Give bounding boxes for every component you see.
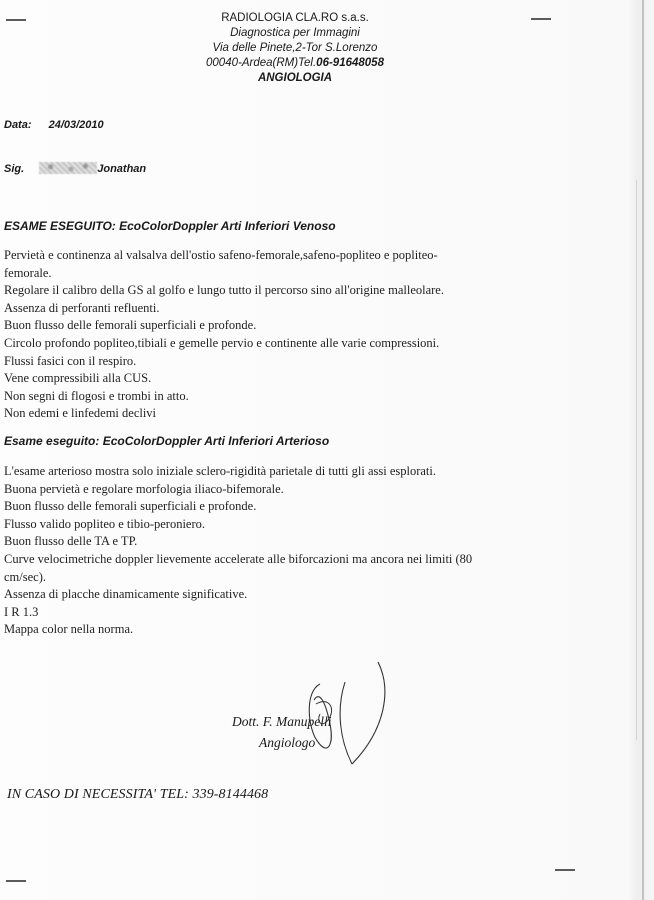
- finding-line: Regolare il calibro della GS al golfo e lungo tutto il percorso sino all'origine malleolare.: [4, 283, 444, 298]
- date-label: Data:: [4, 119, 32, 131]
- finding-line: L'esame arterioso mostra solo iniziale sclero-rigidità parietale di tutti gli assi esplorati.: [4, 464, 436, 478]
- punch-mark: [555, 869, 575, 871]
- finding-line: Buona pervietà e regolare morfologia iliaco-bifemorale.: [4, 481, 284, 496]
- venous-exam-title: ESAME ESEGUITO: EcoColorDoppler Arti Inferiori Venoso: [4, 219, 336, 233]
- punch-mark: [531, 18, 551, 20]
- page-edge-shadow: [642, 0, 644, 900]
- finding-line: Non edemi e linfedemi declivi: [4, 406, 157, 421]
- venous-findings: [4, 247, 564, 423]
- finding-line: femorale.: [4, 265, 52, 280]
- finding-line: Assenza di placche dinamicamente significative.: [4, 587, 248, 602]
- arterial-findings: [4, 463, 564, 639]
- date-row: [4, 119, 104, 131]
- page-edge-line: [636, 180, 637, 740]
- patient-label: Sig.: [4, 163, 25, 175]
- patient-name: Jonathan: [97, 163, 147, 175]
- finding-line: Pervietà e continenza al valsalva dell'ostio safeno-femorale,safeno-popliteo e popliteo-: [4, 248, 438, 262]
- patient-row: [4, 162, 146, 175]
- clinic-address: Via delle Pinete,2-Tor S.Lorenzo: [212, 42, 378, 54]
- clinic-subtitle: Diagnostica per Immagini: [230, 27, 360, 39]
- emergency-contact: IN CASO DI NECESSITA' TEL: 339-8144468: [7, 787, 269, 802]
- finding-line: Vene compressibili alla CUS.: [4, 371, 152, 386]
- finding-line: Mappa color nella norma.: [4, 622, 134, 637]
- signer-role: Angiologo: [259, 735, 316, 750]
- letterhead: [150, 11, 440, 86]
- punch-mark: [6, 19, 26, 21]
- finding-line: Flussi fasici con il respiro.: [4, 353, 137, 368]
- finding-line: Buon flusso delle TA e TP.: [4, 534, 138, 549]
- clinic-contact: [150, 56, 440, 71]
- punch-mark: [6, 880, 26, 882]
- clinic-phone: 06-91648058: [316, 57, 384, 69]
- department-name: ANGIOLOGIA: [257, 72, 333, 84]
- redacted-surname: [39, 162, 97, 174]
- finding-line: Flusso valido popliteo e tibio-peroniero.: [4, 516, 206, 531]
- finding-line: Assenza di perforanti refluenti.: [4, 300, 160, 315]
- clinic-name: RADIOLOGIA CLA.RO s.a.s.: [221, 12, 369, 24]
- arterial-exam-title: Esame eseguito: EcoColorDoppler Arti Inferiori Arterioso: [4, 434, 330, 448]
- finding-line: cm/sec).: [4, 569, 46, 584]
- signer-name: Dott. F. Manupelli: [232, 714, 332, 729]
- finding-line: Non segni di flogosi e trombi in atto.: [4, 388, 189, 403]
- date-value: 24/03/2010: [48, 119, 104, 131]
- clinic-city: 00040-Ardea(RM)Tel.: [206, 57, 317, 69]
- finding-line: Buon flusso delle femorali superficiali e profonde.: [4, 318, 257, 333]
- finding-line: Buon flusso delle femorali superficiali e profonde.: [4, 499, 257, 514]
- finding-line: I R 1.3: [4, 604, 39, 619]
- finding-line: Curve velocimetriche doppler lievemente accelerate alle biforcazioni ma ancora nei limiti (80: [4, 551, 473, 566]
- finding-line: Circolo profondo popliteo,tibiali e gemelle pervio e continente alle varie compressioni.: [4, 335, 440, 350]
